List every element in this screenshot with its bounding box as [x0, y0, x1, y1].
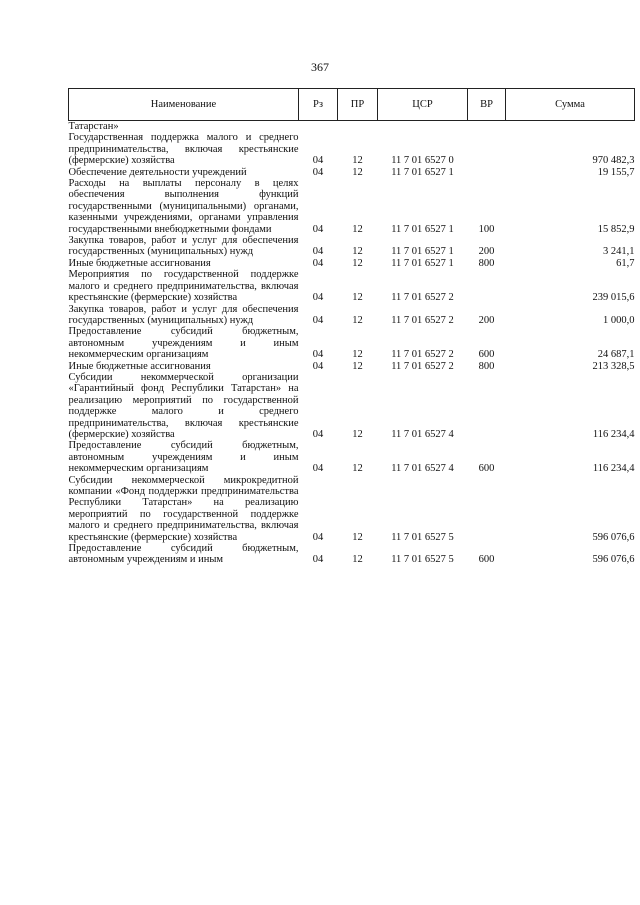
row-vr [468, 475, 506, 543]
row-rz: 04 [312, 531, 324, 543]
table-row [69, 440, 635, 474]
row-rz [299, 121, 338, 133]
header-pr: ПР [338, 89, 378, 121]
row-pr: 12 [352, 292, 363, 304]
row-csr: 11 7 01 6527 5 [391, 554, 454, 566]
row-rz: 04 [312, 155, 324, 167]
table-row [69, 475, 635, 543]
table-row [69, 326, 635, 360]
header-rz: Рз [299, 89, 338, 121]
row-rz: 04 [312, 554, 324, 566]
row-sum: 3 241,1 [603, 246, 635, 258]
page-number: 367 [311, 60, 329, 74]
row-rz: 04 [312, 223, 324, 235]
row-pr: 12 [352, 246, 363, 258]
budget-table [68, 88, 635, 566]
row-rz: 04 [312, 360, 324, 372]
row-pr: 12 [352, 155, 363, 167]
table-row [69, 167, 635, 178]
row-vr: 600 [478, 349, 495, 361]
row-vr: 600 [478, 463, 495, 475]
row-name: Закупка товаров, работ и услуг для обеспечения государственных (муниципальных) нужд [68, 235, 299, 258]
row-name: Субсидии некоммерческой микрокредитной компании «Фонд поддержки предпринимательства Республики Татарстан» на реализацию мероприятий по государственной поддержке малого и среднего предпринимательства, включая крестьянские (фермерские) хозяйства [68, 474, 299, 543]
row-name: Иные бюджетные ассигнования [68, 257, 211, 269]
row-vr [468, 269, 506, 303]
row-vr: 800 [478, 257, 495, 269]
row-sum: 596 076,6 [592, 531, 635, 543]
row-sum: 1 000,0 [603, 314, 635, 326]
row-sum: 116 234,4 [592, 463, 635, 475]
row-vr [468, 132, 506, 166]
row-pr: 12 [352, 349, 363, 361]
row-vr [468, 167, 506, 178]
row-pr: 12 [352, 360, 363, 372]
table-row [69, 304, 635, 327]
row-name: Предоставление субсидий бюджетным, автономным учреждениям и иным некоммерческим организациям [68, 326, 299, 361]
row-vr: 600 [478, 554, 495, 566]
row-csr: 11 7 01 6527 1 [391, 246, 454, 258]
row-rz: 04 [312, 292, 324, 304]
row-csr: 11 7 01 6527 2 [391, 292, 454, 304]
row-pr: 12 [352, 428, 363, 440]
row-pr: 12 [352, 463, 363, 475]
table-row [69, 361, 635, 372]
row-rz: 04 [312, 463, 324, 475]
header-sum: Сумма [506, 89, 635, 121]
row-name: Закупка товаров, работ и услуг для обеспечения государственных (муниципальных) нужд [68, 303, 299, 326]
row-sum [506, 121, 635, 133]
row-name: Предоставление субсидий бюджетным, автономным учреждениям и иным некоммерческим организациям [68, 440, 299, 475]
table-row [69, 543, 635, 566]
table-row [69, 372, 635, 440]
row-name: Мероприятия по государственной поддержке малого и среднего предпринимательства, включая крестьянские (фермерские) хозяйства [68, 269, 299, 304]
row-csr: 11 7 01 6527 1 [391, 223, 454, 235]
row-sum: 116 234,4 [592, 428, 635, 440]
row-csr: 11 7 01 6527 4 [391, 463, 454, 475]
row-sum: 239 015,6 [592, 292, 635, 304]
row-name: Предоставление субсидий бюджетным, автономным учреждениям и иным [68, 543, 299, 566]
row-csr: 11 7 01 6527 5 [391, 531, 454, 543]
row-csr: 11 7 01 6527 0 [391, 155, 454, 167]
row-pr: 12 [352, 166, 363, 178]
row-name: Обеспечение деятельности учреждений [68, 166, 247, 178]
row-vr [468, 372, 506, 440]
header-csr: ЦСР [378, 89, 468, 121]
row-csr: 11 7 01 6527 2 [391, 360, 454, 372]
row-rz: 04 [312, 257, 324, 269]
row-vr [468, 121, 506, 133]
row-name: Татарстан» [68, 121, 119, 132]
row-pr: 12 [352, 223, 363, 235]
row-csr: 11 7 01 6527 1 [391, 166, 454, 178]
row-sum: 970 482,3 [592, 155, 635, 167]
row-name: Субсидии некоммерческой организации «Гарантийный фонд Республики Татарстан» на реализацию мероприятий по государственной поддержке малого и среднего предпринимательства, включая крестьянские (фермерские) хозяйства [68, 371, 299, 440]
row-vr: 800 [478, 360, 495, 372]
row-csr: 11 7 01 6527 2 [391, 349, 454, 361]
row-csr: 11 7 01 6527 2 [391, 314, 454, 326]
row-pr [338, 121, 378, 133]
row-sum: 596 076,6 [592, 554, 635, 566]
row-name: Государственная поддержка малого и среднего предпринимательства, включая крестьянские (фермерские) хозяйства [68, 132, 299, 167]
table-header-row [69, 89, 635, 121]
row-csr [378, 121, 468, 133]
row-name: Расходы на выплаты персоналу в целях обеспечения выполнения функций государственными (муниципальными) органами, казенными учреждениями, органами управления государственными внебюджетными фондами [68, 178, 299, 235]
header-vr: ВР [468, 89, 506, 121]
row-pr: 12 [352, 257, 363, 269]
header-name: Наименование [69, 89, 299, 121]
row-sum: 19 155,7 [597, 166, 635, 178]
row-rz: 04 [312, 246, 324, 258]
row-csr: 11 7 01 6527 1 [391, 257, 454, 269]
row-sum: 15 852,9 [597, 223, 635, 235]
row-rz: 04 [312, 428, 324, 440]
row-pr: 12 [352, 554, 363, 566]
row-rz: 04 [312, 166, 324, 178]
table-row [69, 258, 635, 269]
row-vr: 200 [478, 314, 495, 326]
row-vr: 200 [478, 246, 495, 258]
row-sum: 61,7 [616, 257, 635, 269]
row-rz: 04 [312, 349, 324, 361]
table-row [69, 235, 635, 258]
row-pr: 12 [352, 531, 363, 543]
table-row [69, 269, 635, 303]
row-pr: 12 [352, 314, 363, 326]
row-sum: 24 687,1 [597, 349, 635, 361]
row-sum: 213 328,5 [592, 360, 635, 372]
table-row [69, 178, 635, 235]
table-row [69, 121, 635, 133]
row-name: Иные бюджетные ассигнования [68, 360, 211, 372]
row-rz: 04 [312, 314, 324, 326]
table-row [69, 132, 635, 166]
row-csr: 11 7 01 6527 4 [391, 428, 454, 440]
row-vr: 100 [478, 223, 495, 235]
